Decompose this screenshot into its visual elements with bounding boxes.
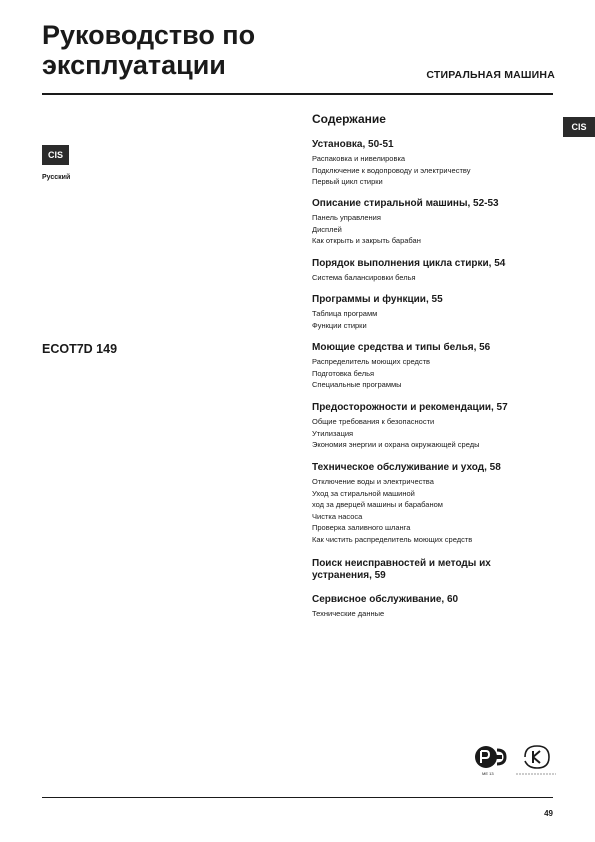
- toc-item: Технические данные: [312, 609, 385, 618]
- toc-section-troubleshooting: [312, 558, 552, 584]
- toc-item: Первый цикл стирки: [312, 177, 383, 187]
- toc-item: Утилизация: [312, 428, 354, 438]
- toc-item: Панель управления: [312, 213, 381, 222]
- toc-item: Чистка насоса: [312, 511, 363, 521]
- toc-section-description: [312, 198, 552, 247]
- toc-section-wash-cycle: [312, 258, 552, 284]
- k-logo-icon: [519, 742, 555, 772]
- page-number: 49: [544, 809, 553, 818]
- toc-item: Подготовка белья: [312, 368, 375, 378]
- side-tab-cis[interactable]: CIS: [563, 117, 595, 137]
- toc-section-title[interactable]: Описание стиральной машины, 52-53: [312, 198, 499, 209]
- k-mark-caption-line: [516, 772, 556, 776]
- toc-item: ход за дверцей машины и барабаном: [312, 500, 443, 510]
- toc-section-title-continued[interactable]: устранения, 59: [312, 570, 386, 581]
- toc-item: Отключение воды и электричества: [312, 477, 434, 486]
- title-line-1: Руководство по: [42, 20, 256, 50]
- toc-item: Как чистить распределитель моющих средств: [312, 534, 473, 544]
- document-subtitle: СТИРАЛЬНАЯ МАШИНА: [426, 69, 555, 81]
- toc-heading: Содержание: [312, 112, 386, 126]
- toc-section-title[interactable]: Порядок выполнения цикла стирки, 54: [312, 258, 506, 269]
- toc-item: Как открыть и закрыть барабан: [312, 236, 421, 246]
- toc-item: Функции стирки: [312, 320, 367, 330]
- toc-section-service: [312, 594, 552, 620]
- toc-item: Дисплей: [312, 224, 342, 234]
- document-title: [42, 20, 372, 80]
- toc-item: Экономия энергии и охрана окружающей среды: [312, 440, 480, 450]
- toc-section-title[interactable]: Техническое обслуживание и уход, 58: [312, 462, 501, 473]
- language-label: Русский: [42, 174, 71, 181]
- toc-section-title[interactable]: Установка, 50-51: [312, 139, 394, 150]
- header-divider: [42, 93, 553, 95]
- toc-item: Уход за стиральной машиной: [312, 488, 415, 498]
- toc-item: Система балансировки белья: [312, 273, 416, 282]
- toc-section-installation: [312, 139, 552, 188]
- toc-section-precautions: [312, 402, 552, 451]
- toc-section-title[interactable]: Программы и функции, 55: [312, 294, 443, 305]
- pct-logo-icon: [474, 744, 508, 770]
- title-line-2: эксплуатации: [42, 50, 226, 80]
- toc-item: Подключение к водопроводу и электричеству: [312, 165, 471, 175]
- toc-item: Проверка заливного шланга: [312, 523, 411, 533]
- toc-section-programs: [312, 294, 552, 331]
- toc-section-title[interactable]: Сервисное обслуживание, 60: [312, 594, 459, 605]
- toc-section-title[interactable]: Поиск неисправностей и методы их: [312, 558, 491, 569]
- toc-item: Таблица программ: [312, 309, 378, 318]
- language-badge: CIS: [42, 145, 69, 165]
- toc-item: Распределитель моющих средств: [312, 357, 431, 366]
- pct-mark-code: МЕ 13: [482, 771, 494, 776]
- toc-item: Распаковка и нивелировка: [312, 154, 406, 163]
- footer-divider: [42, 797, 553, 798]
- toc-item: Общие требования к безопасности: [312, 417, 435, 426]
- toc-section-detergents: [312, 342, 552, 391]
- toc-section-title[interactable]: Моющие средства и типы белья, 56: [312, 342, 491, 353]
- toc-section-maintenance: [312, 462, 552, 546]
- model-name: ECOT7D 149: [42, 342, 118, 356]
- k-mark-caption: [516, 772, 556, 777]
- toc-section-title[interactable]: Предосторожности и рекомендации, 57: [312, 402, 508, 413]
- toc-item: Специальные программы: [312, 380, 402, 390]
